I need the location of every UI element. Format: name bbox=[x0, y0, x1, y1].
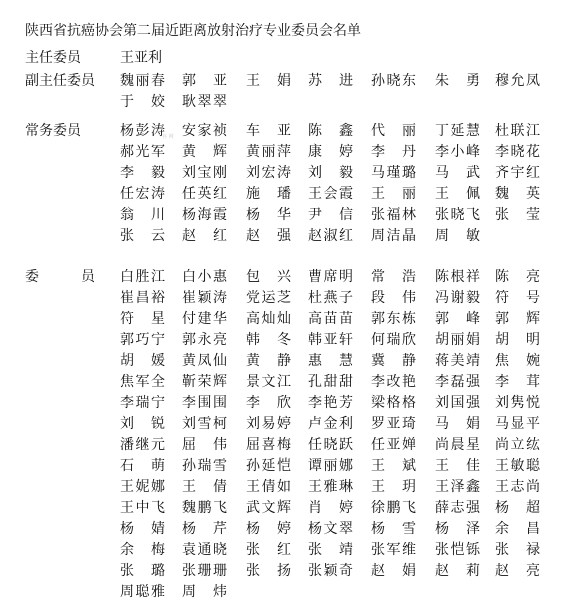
member-name: 李瑞宁 bbox=[120, 395, 165, 411]
member-name: 郭 峰 bbox=[435, 311, 480, 327]
member-name: 崔颖涛 bbox=[182, 290, 227, 306]
names-grid bbox=[120, 121, 570, 247]
member-name: 张军维 bbox=[371, 542, 416, 558]
member-name: 惠 慧 bbox=[308, 353, 353, 369]
member-name: 焦 婉 bbox=[495, 353, 540, 369]
member-name: 余 梅 bbox=[120, 542, 165, 558]
member-name: 刘国强 bbox=[435, 395, 480, 411]
names-grid bbox=[120, 267, 570, 603]
member-name: 李改艳 bbox=[371, 374, 416, 390]
member-name: 王志尚 bbox=[495, 479, 540, 495]
member-name: 赵 红 bbox=[182, 228, 227, 244]
member-name: 杨 雪 bbox=[371, 521, 416, 537]
member-name: 孙延恺 bbox=[246, 458, 291, 474]
member-name: 于 姣 bbox=[120, 94, 165, 110]
member-name: 杜燕子 bbox=[308, 290, 353, 306]
member-name: 杜联江 bbox=[495, 123, 540, 139]
member-name: 李 丹 bbox=[371, 144, 416, 160]
member-name: 丁延慧 bbox=[435, 123, 480, 139]
member-name: 刘易婷 bbox=[246, 416, 291, 432]
member-name: 赵 强 bbox=[246, 228, 291, 244]
member-name: 崔昌裕 bbox=[120, 290, 165, 306]
member-name: 李 毅 bbox=[120, 165, 165, 181]
member-name: 黄丽萍 bbox=[246, 144, 291, 160]
member-name: 刘雪柯 bbox=[182, 416, 227, 432]
member-name: 包 兴 bbox=[246, 269, 291, 285]
member-name: 任亚婵 bbox=[371, 437, 416, 453]
member-name: 朱 勇 bbox=[435, 73, 480, 89]
member-name: 周洁晶 bbox=[371, 228, 416, 244]
member-name: 张珊珊 bbox=[182, 563, 227, 579]
member-name: 刘宏涛 bbox=[246, 165, 291, 181]
member-name: 郭 亚 bbox=[182, 73, 227, 89]
member-name: 车 亚 bbox=[246, 123, 291, 139]
member-name: 孙瑞雪 bbox=[182, 458, 227, 474]
member-name: 杨 华 bbox=[246, 207, 291, 223]
member-name: 符 星 bbox=[120, 311, 165, 327]
member-name: 杨文翠 bbox=[308, 521, 353, 537]
member-name: 石 萌 bbox=[120, 458, 165, 474]
member-name: 靳荣辉 bbox=[182, 374, 227, 390]
member-name: 杨海霞 bbox=[182, 207, 227, 223]
member-name: 赵 亮 bbox=[495, 563, 540, 579]
member-name: 胡 媛 bbox=[120, 353, 165, 369]
member-name: 孙晓东 bbox=[371, 73, 416, 89]
member-name: 余 昌 bbox=[495, 521, 540, 537]
member-name: 景文江 bbox=[246, 374, 291, 390]
member-name: 黄凤仙 bbox=[182, 353, 227, 369]
names-grid bbox=[120, 48, 570, 69]
member-name: 王亚利 bbox=[120, 50, 162, 66]
member-name: 李晓花 bbox=[495, 144, 540, 160]
member-name: 王 斌 bbox=[371, 458, 416, 474]
member-name: 张福林 bbox=[371, 207, 416, 223]
member-name: 党运芝 bbox=[246, 290, 291, 306]
member-name: 陈 鑫 bbox=[308, 123, 353, 139]
member-name: 郭东栋 bbox=[371, 311, 416, 327]
role-label: 主任委员 bbox=[25, 50, 81, 66]
member-name: 张晓飞 bbox=[435, 207, 480, 223]
member-name: 赵淑红 bbox=[308, 228, 353, 244]
member-name: 王倩如 bbox=[246, 479, 291, 495]
member-name: 杨 婧 bbox=[120, 521, 165, 537]
member-name: 潘继元 bbox=[120, 437, 165, 453]
member-name: 代 丽 bbox=[371, 123, 416, 139]
member-name: 肖 婷 bbox=[308, 500, 353, 516]
member-name: 王泽鑫 bbox=[435, 479, 480, 495]
member-name: 马 武 bbox=[435, 165, 480, 181]
member-name: 李小峰 bbox=[435, 144, 480, 160]
member-name: 屈 伟 bbox=[182, 437, 227, 453]
member-name: 符 号 bbox=[495, 290, 540, 306]
member-name: 曹席明 bbox=[308, 269, 353, 285]
member-name: 韩亚轩 bbox=[308, 332, 353, 348]
member-name: 周 炜 bbox=[182, 584, 227, 600]
member-name: 尹 信 bbox=[308, 207, 353, 223]
member-name: 段 伟 bbox=[371, 290, 416, 306]
member-name: 薛志强 bbox=[435, 500, 480, 516]
member-name: 白胜江 bbox=[120, 269, 165, 285]
member-name: 黄 静 bbox=[246, 353, 291, 369]
member-name: 冯谢毅 bbox=[435, 290, 480, 306]
member-name: 任宏涛 bbox=[120, 186, 165, 202]
member-name: 王中飞 bbox=[120, 500, 165, 516]
member-name: 陈根祥 bbox=[435, 269, 480, 285]
member-name: 袁通晓 bbox=[182, 542, 227, 558]
member-name: 高苗苗 bbox=[308, 311, 353, 327]
member-name: 杨 婷 bbox=[246, 521, 291, 537]
document-title: 陕西省抗癌协会第二届近距离放射治疗专业委员会名单 bbox=[25, 23, 361, 39]
member-name: 苏 进 bbox=[308, 73, 353, 89]
member-name: 尚立纮 bbox=[495, 437, 540, 453]
member-name: 武文辉 bbox=[246, 500, 291, 516]
names-grid bbox=[120, 71, 570, 113]
member-name: 王 玥 bbox=[371, 479, 416, 495]
member-name: 任晓跃 bbox=[308, 437, 353, 453]
member-name: 徐鹏飞 bbox=[371, 500, 416, 516]
member-name: 刘隽悦 bbox=[495, 395, 540, 411]
member-name: 周 敏 bbox=[435, 228, 480, 244]
member-name: 马 娟 bbox=[435, 416, 480, 432]
role-label: 常务委员 bbox=[25, 123, 81, 139]
member-name: 尚晨星 bbox=[435, 437, 480, 453]
member-name: 马瑾璐 bbox=[371, 165, 416, 181]
member-name: 翁 川 bbox=[120, 207, 165, 223]
member-name: 常 浩 bbox=[371, 269, 416, 285]
member-name: 王 佩 bbox=[435, 186, 480, 202]
member-name: 周聪雅 bbox=[120, 584, 165, 600]
member-name: 屈喜梅 bbox=[246, 437, 291, 453]
member-name: 韩 冬 bbox=[246, 332, 291, 348]
member-name: 张 禄 bbox=[495, 542, 540, 558]
member-name: 王 佳 bbox=[435, 458, 480, 474]
member-name: 马显平 bbox=[495, 416, 540, 432]
watermark: 谷 网 bbox=[162, 134, 174, 140]
member-name: 刘 毅 bbox=[308, 165, 353, 181]
member-name: 陈 亮 bbox=[495, 269, 540, 285]
member-name: 张恺铄 bbox=[435, 542, 480, 558]
member-name: 杨彭涛 bbox=[120, 123, 165, 139]
member-name: 郝光军 bbox=[120, 144, 165, 160]
member-name: 张颖奇 bbox=[308, 563, 353, 579]
member-name: 梁格格 bbox=[371, 395, 416, 411]
member-name: 杨 芹 bbox=[182, 521, 227, 537]
member-name: 王 倩 bbox=[182, 479, 227, 495]
member-name: 李磊强 bbox=[435, 374, 480, 390]
member-name: 魏丽春 bbox=[120, 73, 165, 89]
member-name: 郭 辉 bbox=[495, 311, 540, 327]
member-name: 王妮娜 bbox=[120, 479, 165, 495]
member-name: 付建华 bbox=[182, 311, 227, 327]
member-name: 何瑞欣 bbox=[371, 332, 416, 348]
member-name: 李 茸 bbox=[495, 374, 540, 390]
member-name: 卢金利 bbox=[308, 416, 353, 432]
member-name: 李 欣 bbox=[246, 395, 291, 411]
member-name: 谭丽娜 bbox=[308, 458, 353, 474]
member-name: 张 红 bbox=[246, 542, 291, 558]
member-name: 王会霞 bbox=[308, 186, 353, 202]
member-name: 胡 明 bbox=[495, 332, 540, 348]
member-name: 蒋美靖 bbox=[435, 353, 480, 369]
member-name: 张 扬 bbox=[246, 563, 291, 579]
member-name: 王敏聪 bbox=[495, 458, 540, 474]
member-name: 白小惠 bbox=[182, 269, 227, 285]
member-name: 王 娟 bbox=[246, 73, 291, 89]
member-name: 张 璐 bbox=[120, 563, 165, 579]
member-name: 冀 静 bbox=[371, 353, 416, 369]
member-name: 杨 超 bbox=[495, 500, 540, 516]
member-name: 张 莹 bbox=[495, 207, 540, 223]
member-name: 罗亚琦 bbox=[371, 416, 416, 432]
member-name: 耿翠翠 bbox=[182, 94, 227, 110]
member-name: 孔甜甜 bbox=[308, 374, 353, 390]
member-name: 胡丽娟 bbox=[435, 332, 480, 348]
member-name: 王 丽 bbox=[371, 186, 416, 202]
role-label: 委 员 bbox=[25, 269, 95, 285]
member-name: 齐宇红 bbox=[495, 165, 540, 181]
member-name: 魏 英 bbox=[495, 186, 540, 202]
member-name: 施 璠 bbox=[246, 186, 291, 202]
member-name: 黄 辉 bbox=[182, 144, 227, 160]
member-name: 李艳芳 bbox=[308, 395, 353, 411]
member-name: 赵 娟 bbox=[371, 563, 416, 579]
role-label: 副主任委员 bbox=[25, 73, 95, 89]
member-name: 郭巧宁 bbox=[120, 332, 165, 348]
member-name: 康 婷 bbox=[308, 144, 353, 160]
member-name: 王雅琳 bbox=[308, 479, 353, 495]
member-name: 高灿灿 bbox=[246, 311, 291, 327]
member-name: 郭永亮 bbox=[182, 332, 227, 348]
member-name: 焦军全 bbox=[120, 374, 165, 390]
member-name: 刘宝刚 bbox=[182, 165, 227, 181]
member-name: 穆允凤 bbox=[495, 73, 540, 89]
member-name: 杨 泽 bbox=[435, 521, 480, 537]
member-name: 任英红 bbox=[182, 186, 227, 202]
member-name: 张 云 bbox=[120, 228, 165, 244]
member-name: 赵 莉 bbox=[435, 563, 480, 579]
member-name: 李围围 bbox=[182, 395, 227, 411]
member-name: 魏鹏飞 bbox=[182, 500, 227, 516]
member-name: 张 靖 bbox=[308, 542, 353, 558]
member-name: 安家祯 bbox=[182, 123, 227, 139]
member-name: 刘 锐 bbox=[120, 416, 165, 432]
